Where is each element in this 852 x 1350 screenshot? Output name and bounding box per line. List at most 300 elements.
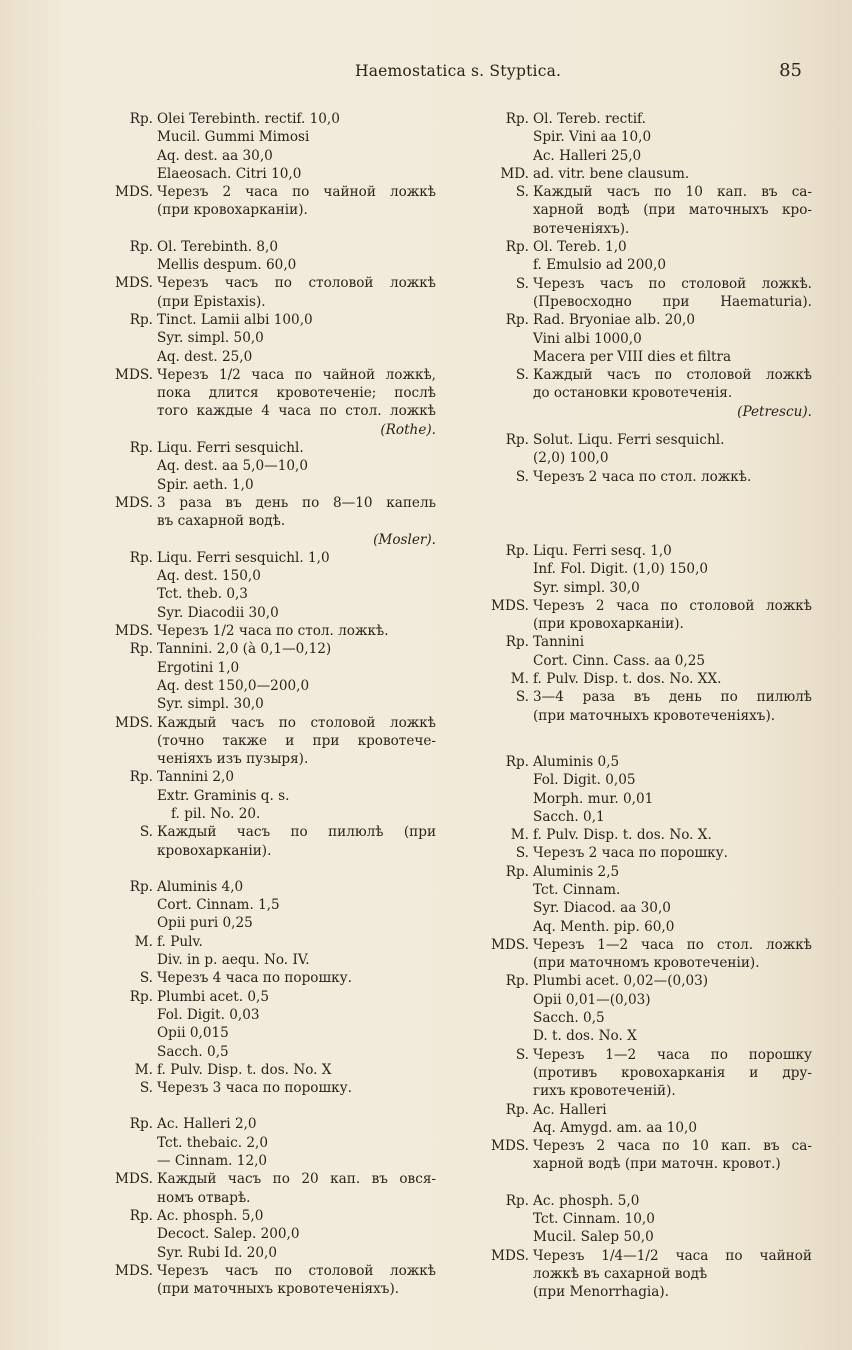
prescription-sign [96, 750, 157, 768]
recipe-text: гихъ кровотеченій). [533, 1083, 676, 1100]
recipe-text: — Cinnam. 12,0 [157, 1153, 268, 1170]
recipe-gap [96, 1097, 436, 1115]
recipe-line [472, 899, 812, 917]
recipe-text: Каждый часъ по столовой ложкѣ [533, 367, 812, 384]
prescription-sign [472, 1082, 533, 1100]
recipe-text: (Rothe). [380, 421, 436, 438]
recipe-line [472, 579, 812, 597]
recipe-line [96, 732, 436, 750]
recipe-text: (при Menorrhagia). [533, 1284, 669, 1301]
recipe-line [96, 421, 436, 439]
recipe-line [96, 238, 436, 256]
prescription-sign [472, 128, 533, 146]
recipe-text: Opii puri 0,25 [157, 915, 253, 932]
recipe-line [96, 842, 436, 860]
prescription-sign [96, 677, 157, 695]
recipe-line [472, 1192, 812, 1210]
recipe-line [96, 494, 436, 512]
recipe-text: Cort. Cinn. Cass. aa 0,25 [533, 652, 705, 669]
recipe-line [96, 567, 436, 585]
prescription-sign: MDS. [115, 494, 153, 511]
prescription-sign: Rp. [505, 1101, 529, 1118]
recipe-text: Aq. Amygd. am. aa 10,0 [533, 1119, 698, 1136]
prescription-sign [96, 421, 157, 439]
recipe-text: ченіяхъ изъ пузыря). [157, 751, 309, 768]
prescription-sign [96, 604, 157, 622]
prescription-sign [472, 147, 533, 165]
recipe-line [96, 677, 436, 695]
recipe-text: Каждый часъ по 10 кап. въ са- [533, 184, 812, 201]
recipe-text: Syr. Diacodii 30,0 [157, 604, 279, 621]
recipe-text: Mucil. Gummi Mimosi [157, 129, 310, 146]
recipe-text: Div. in p. aequ. No. IV. [157, 952, 310, 969]
recipe-text: Черезъ 1—2 часа по стол. ложкѣ [533, 936, 812, 953]
prescription-sign: Rp. [129, 549, 153, 566]
recipe-line [96, 457, 436, 475]
prescription-sign: Rp. [505, 753, 529, 770]
recipe-line [96, 1207, 436, 1225]
prescription-sign [472, 1155, 533, 1173]
recipe-text: Liqu. Ferri sesquichl. 1,0 [157, 549, 330, 566]
recipe-text: Opii 0,015 [157, 1025, 229, 1042]
prescription-sign [472, 293, 533, 311]
prescription-sign: MDS. [115, 184, 153, 201]
recipe-text: Extr. Graminis q. s. [157, 787, 290, 804]
recipe-line [472, 183, 812, 201]
recipe-text: Aq. dest 150,0—200,0 [157, 677, 310, 694]
prescription-sign [472, 384, 533, 402]
prescription-sign [96, 1043, 157, 1061]
recipe-line [96, 805, 436, 823]
recipe-text: Aluminis 2,5 [533, 863, 620, 880]
recipe-text: Ol. Tereb. rectif. [533, 111, 646, 127]
prescription-sign [96, 1189, 157, 1207]
prescription-sign [472, 201, 533, 219]
recipe-line [96, 914, 436, 932]
recipe-text: Aluminis 4,0 [157, 878, 244, 895]
recipe-text: (при маточныхъ кровотеченіяхъ). [157, 1281, 400, 1298]
recipe-line [96, 933, 436, 951]
recipe-line [96, 622, 436, 640]
recipe-line [96, 585, 436, 603]
prescription-sign [472, 899, 533, 917]
recipe-line [472, 1064, 812, 1082]
prescription-sign [96, 384, 157, 402]
recipe-line [96, 293, 436, 311]
recipe-gap [472, 725, 812, 753]
recipe-line [96, 1006, 436, 1024]
recipe-line [472, 633, 812, 651]
recipe-line [96, 1134, 436, 1152]
prescription-sign: S. [515, 184, 529, 201]
recipe-text: харной водѣ (при маточныхъ кро- [533, 202, 812, 219]
recipe-text: Черезъ часъ по столовой ложкѣ [157, 275, 436, 292]
recipe-text: Aq. Menth. pip. 60,0 [533, 918, 675, 935]
recipe-text: Morph. mur. 0,01 [533, 790, 654, 807]
recipe-text: Aq. dest. 150,0 [157, 568, 261, 585]
prescription-sign: MDS. [491, 597, 529, 614]
prescription-sign [96, 659, 157, 677]
prescription-sign: S. [515, 367, 529, 384]
recipe-line [472, 991, 812, 1009]
recipe-text: Liqu. Ferri sesq. 1,0 [533, 542, 672, 559]
recipe-text: до остановки кровотеченія. [533, 385, 733, 402]
prescription-sign: MDS. [115, 714, 153, 731]
recipe-line [472, 449, 812, 467]
prescription-sign: Rp. [129, 111, 153, 127]
recipe-text: Plumbi acet. 0,5 [157, 988, 269, 1005]
prescription-sign [96, 951, 157, 969]
prescription-sign [96, 787, 157, 805]
recipe-text: кровохарканіи). [157, 842, 272, 859]
prescription-sign [472, 1009, 533, 1027]
recipe-text: Sacch. 0,5 [533, 1010, 605, 1027]
recipe-line [96, 896, 436, 914]
prescription-sign [472, 1210, 533, 1228]
prescription-sign: Rp. [505, 634, 529, 651]
recipe-text: Каждый часъ по столовой ложкѣ [157, 714, 436, 731]
prescription-sign [472, 330, 533, 348]
recipe-text: Aq. dest. aa 5,0—10,0 [157, 458, 308, 475]
prescription-sign [96, 585, 157, 603]
recipe-text: того каждые 4 часа по стол. ложкѣ [157, 403, 436, 420]
recipe-line [472, 863, 812, 881]
prescription-sign [472, 918, 533, 936]
recipe-line [472, 128, 812, 146]
recipe-text: Syr. simpl. 30,0 [157, 696, 264, 713]
recipe-line [96, 366, 436, 384]
prescription-sign [96, 147, 157, 165]
recipe-text: (Mosler). [373, 531, 436, 548]
prescription-sign [96, 1152, 157, 1170]
recipe-line [472, 366, 812, 384]
recipe-line [96, 988, 436, 1006]
recipe-line [472, 311, 812, 329]
prescription-sign [472, 1027, 533, 1045]
recipe-line [96, 640, 436, 658]
prescription-sign: Rp. [129, 988, 153, 1005]
recipe-text: Liqu. Ferri sesquichl. [157, 440, 304, 457]
recipe-line [472, 220, 812, 238]
recipe-text: Ac. phosph. 5,0 [533, 1192, 640, 1209]
recipe-line [472, 1228, 812, 1246]
recipe-text: Vini albi 1000,0 [533, 330, 642, 347]
recipe-line [96, 329, 436, 347]
recipe-text: f. Pulv. Disp. t. dos. No. X. [533, 827, 712, 844]
recipe-line [472, 1119, 812, 1137]
recipe-text: Черезъ 2 часа по стол. ложкѣ. [533, 468, 752, 485]
recipe-text: Черезъ 2 часа по чайной ложкѣ [157, 184, 436, 201]
recipe-line [472, 468, 812, 486]
recipe-line [96, 384, 436, 402]
prescription-sign [472, 220, 533, 238]
recipe-text: f. Pulv. [157, 933, 203, 950]
recipe-line [472, 348, 812, 366]
recipe-text: 3 раза въ день по 8—10 капель [157, 494, 436, 511]
prescription-sign: S. [515, 845, 529, 862]
recipe-line [472, 275, 812, 293]
recipe-text: Fol. Digit. 0,03 [157, 1006, 260, 1023]
recipe-text: Черезъ часъ по столовой ложкѣ [157, 1262, 436, 1279]
recipe-text: номъ отварѣ. [157, 1189, 251, 1206]
prescription-sign [96, 329, 157, 347]
prescription-sign: S. [139, 970, 153, 987]
recipe-text: f. Emulsio ad 200,0 [533, 257, 666, 274]
prescription-sign [472, 348, 533, 366]
recipe-text: 3—4 раза въ день по пилюлѣ [533, 689, 812, 706]
recipe-line [96, 604, 436, 622]
recipe-text: Черезъ 4 часа по порошку. [157, 970, 352, 987]
prescription-sign: M. [510, 827, 529, 844]
recipe-line [96, 1225, 436, 1243]
recipe-line [96, 549, 436, 567]
recipe-text: Opii 0,01—(0,03) [533, 991, 651, 1008]
left-column [96, 110, 436, 1298]
recipe-text: Черезъ 2 часа по 10 кап. въ са- [533, 1138, 812, 1155]
prescription-sign [96, 512, 157, 530]
recipe-line [472, 1265, 812, 1283]
prescription-sign [96, 1024, 157, 1042]
recipe-line [472, 1137, 812, 1155]
prescription-sign: Rp. [505, 239, 529, 256]
prescription-sign [472, 579, 533, 597]
prescription-sign [472, 808, 533, 826]
prescription-sign [96, 1244, 157, 1262]
recipe-line [96, 1189, 436, 1207]
recipe-gap [96, 860, 436, 878]
prescription-sign [472, 707, 533, 725]
recipe-line [96, 110, 436, 128]
prescription-sign: MDS. [115, 1262, 153, 1279]
recipe-line [472, 972, 812, 990]
recipe-text: (при маточныхъ кровотеченіяхъ). [533, 707, 776, 724]
recipe-line [472, 753, 812, 771]
recipe-text: Syr. Diacod. aa 30,0 [533, 900, 671, 917]
recipe-line [472, 1082, 812, 1100]
prescription-sign [472, 1228, 533, 1246]
prescription-sign: Rp. [505, 973, 529, 990]
recipe-line [472, 560, 812, 578]
recipe-text: f. pil. No. 20. [171, 805, 261, 822]
prescription-sign [96, 1006, 157, 1024]
recipe-line [96, 402, 436, 420]
prescription-sign [472, 449, 533, 467]
recipe-line [96, 1152, 436, 1170]
recipe-text: Черезъ часъ по столовой ложкѣ. [533, 275, 812, 292]
recipe-line [472, 615, 812, 633]
recipe-line [96, 183, 436, 201]
recipe-line [472, 384, 812, 402]
prescription-sign [472, 771, 533, 789]
prescription-sign: Rp. [129, 311, 153, 328]
recipe-line [96, 951, 436, 969]
recipe-line [96, 969, 436, 987]
prescription-sign [96, 1280, 157, 1298]
recipe-line [472, 936, 812, 954]
recipe-text: (при маточномъ кровотеченіи). [533, 955, 760, 972]
recipe-text: Ac. phosph. 5,0 [157, 1207, 264, 1224]
recipe-text: (Превосходно при Haematuria). [533, 293, 812, 310]
prescription-sign [472, 615, 533, 633]
prescription-sign [96, 402, 157, 420]
prescription-sign [96, 896, 157, 914]
prescription-sign: MDS. [115, 1171, 153, 1188]
prescription-sign: S. [515, 1046, 529, 1063]
recipe-line [96, 1280, 436, 1298]
recipe-text: Elaeosach. Citri 10,0 [157, 165, 302, 182]
recipe-line [96, 512, 436, 530]
prescription-sign: MDS. [115, 275, 153, 292]
prescription-sign [472, 652, 533, 670]
recipe-text: (при кровохарканіи). [157, 202, 308, 219]
recipe-text: Sacch. 0,5 [157, 1043, 229, 1060]
recipe-line [96, 476, 436, 494]
recipe-line [472, 201, 812, 219]
prescription-sign [96, 457, 157, 475]
recipe-line [96, 1024, 436, 1042]
prescription-sign [472, 881, 533, 899]
prescription-sign [472, 790, 533, 808]
recipe-line [472, 165, 812, 183]
recipe-text: Черезъ 2 часа по столовой ложкѣ [533, 597, 812, 614]
recipe-line [96, 1043, 436, 1061]
recipe-line [472, 1210, 812, 1228]
prescription-sign: MDS. [491, 1247, 529, 1264]
prescription-sign [472, 403, 533, 421]
recipe-text: Ergotini 1,0 [157, 659, 240, 676]
prescription-sign: MDS. [491, 936, 529, 953]
recipe-line [472, 238, 812, 256]
recipe-text: Mucil. Salep 50,0 [533, 1229, 654, 1246]
prescription-sign: MDS. [491, 1138, 529, 1155]
recipe-line [96, 695, 436, 713]
recipe-line [472, 293, 812, 311]
page-header [0, 62, 852, 86]
recipe-text: (Petrescu). [737, 403, 812, 420]
recipe-text: (2,0) 100,0 [533, 450, 609, 467]
recipe-line [472, 844, 812, 862]
prescription-sign: M. [510, 671, 529, 688]
recipe-text: Inf. Fol. Digit. (1,0) 150,0 [533, 561, 709, 578]
recipe-line [472, 790, 812, 808]
recipe-text: ad. vitr. bene clausum. [533, 165, 690, 182]
recipe-line [472, 597, 812, 615]
recipe-text: Spir. Vini aa 10,0 [533, 129, 652, 146]
recipe-line [96, 823, 436, 841]
prescription-sign [96, 567, 157, 585]
recipe-text: Ac. Halleri 25,0 [533, 147, 642, 164]
recipe-text: Mellis despum. 60,0 [157, 257, 297, 274]
prescription-sign: Rp. [505, 542, 529, 559]
recipe-line [96, 348, 436, 366]
prescription-sign [96, 128, 157, 146]
recipe-line [96, 787, 436, 805]
recipe-text: Olei Terebinth. rectif. 10,0 [157, 111, 340, 127]
recipe-text: Syr. simpl. 30,0 [533, 579, 640, 596]
prescription-sign: MD. [500, 165, 529, 182]
recipe-line [96, 1115, 436, 1133]
recipe-line [96, 1262, 436, 1280]
recipe-gap [472, 486, 812, 514]
prescription-sign: S. [139, 824, 153, 841]
recipe-text: f. Pulv. Disp. t. dos. No. XX. [533, 671, 722, 688]
recipe-gap [96, 220, 436, 238]
recipe-text: (точно также и при кровотече- [157, 732, 436, 749]
prescription-sign: Rp. [129, 878, 153, 895]
prescription-sign: Rp. [129, 440, 153, 457]
recipe-line [96, 274, 436, 292]
recipe-line [472, 147, 812, 165]
recipe-line [472, 771, 812, 789]
recipe-text: Черезъ 1/2 часа по стол. ложкѣ. [157, 623, 389, 640]
recipe-line [472, 1247, 812, 1265]
recipe-text: D. t. dos. No. X [533, 1028, 637, 1045]
right-column [472, 110, 812, 1302]
recipe-text: Черезъ 1/2 часа по чайной ложкѣ, [157, 366, 436, 383]
recipe-line [472, 403, 812, 421]
recipe-line [472, 918, 812, 936]
recipe-text: Tct. Cinnam. [533, 881, 621, 898]
recipe-text: Solut. Liqu. Ferri sesquichl. [533, 432, 725, 449]
prescription-sign [96, 348, 157, 366]
recipe-line [472, 652, 812, 670]
recipe-line [96, 311, 436, 329]
recipe-line [96, 128, 436, 146]
recipe-line [96, 714, 436, 732]
recipe-text: Каждый часъ по 20 кап. въ овся- [157, 1171, 436, 1188]
prescription-sign: Rp. [129, 1116, 153, 1133]
recipe-text: Ol. Tereb. 1,0 [533, 239, 627, 256]
prescription-sign: Rp. [505, 432, 529, 449]
prescription-sign: Rp. [129, 641, 153, 658]
prescription-sign [472, 1265, 533, 1283]
recipe-text: Aluminis 0,5 [533, 753, 620, 770]
prescription-sign [96, 805, 157, 823]
prescription-sign [96, 842, 157, 860]
prescription-sign [472, 256, 533, 274]
prescription-sign: S. [515, 275, 529, 292]
recipe-line [96, 750, 436, 768]
recipe-line [96, 147, 436, 165]
prescription-sign [96, 165, 157, 183]
prescription-sign: Rp. [129, 1207, 153, 1224]
recipe-line [96, 878, 436, 896]
prescription-sign: MDS. [115, 623, 153, 640]
recipe-line [472, 826, 812, 844]
recipe-text: ложкѣ въ сахарной водѣ [533, 1265, 708, 1282]
recipe-text: Sacch. 0,1 [533, 808, 605, 825]
recipe-text: (при кровохарканіи). [533, 616, 684, 633]
recipe-line [472, 881, 812, 899]
recipe-text: Syr. simpl. 50,0 [157, 330, 264, 347]
recipe-text: Ol. Terebinth. 8,0 [157, 238, 279, 255]
recipe-text: харной водѣ (при маточн. кровот.) [533, 1156, 781, 1173]
recipe-line [472, 1101, 812, 1119]
recipe-line [96, 1170, 436, 1188]
prescription-sign [96, 256, 157, 274]
recipe-line [472, 808, 812, 826]
prescription-sign [96, 732, 157, 750]
recipe-text: Ac. Halleri 2,0 [157, 1116, 257, 1133]
recipe-line [472, 1009, 812, 1027]
recipe-text: Tct. Cinnam. 10,0 [533, 1211, 655, 1228]
prescription-sign [96, 201, 157, 219]
recipe-gap [472, 421, 812, 431]
recipe-text: Черезъ 3 часа по порошку. [157, 1080, 352, 1097]
prescription-sign [472, 560, 533, 578]
recipe-line [472, 110, 812, 128]
recipe-line [472, 1027, 812, 1045]
